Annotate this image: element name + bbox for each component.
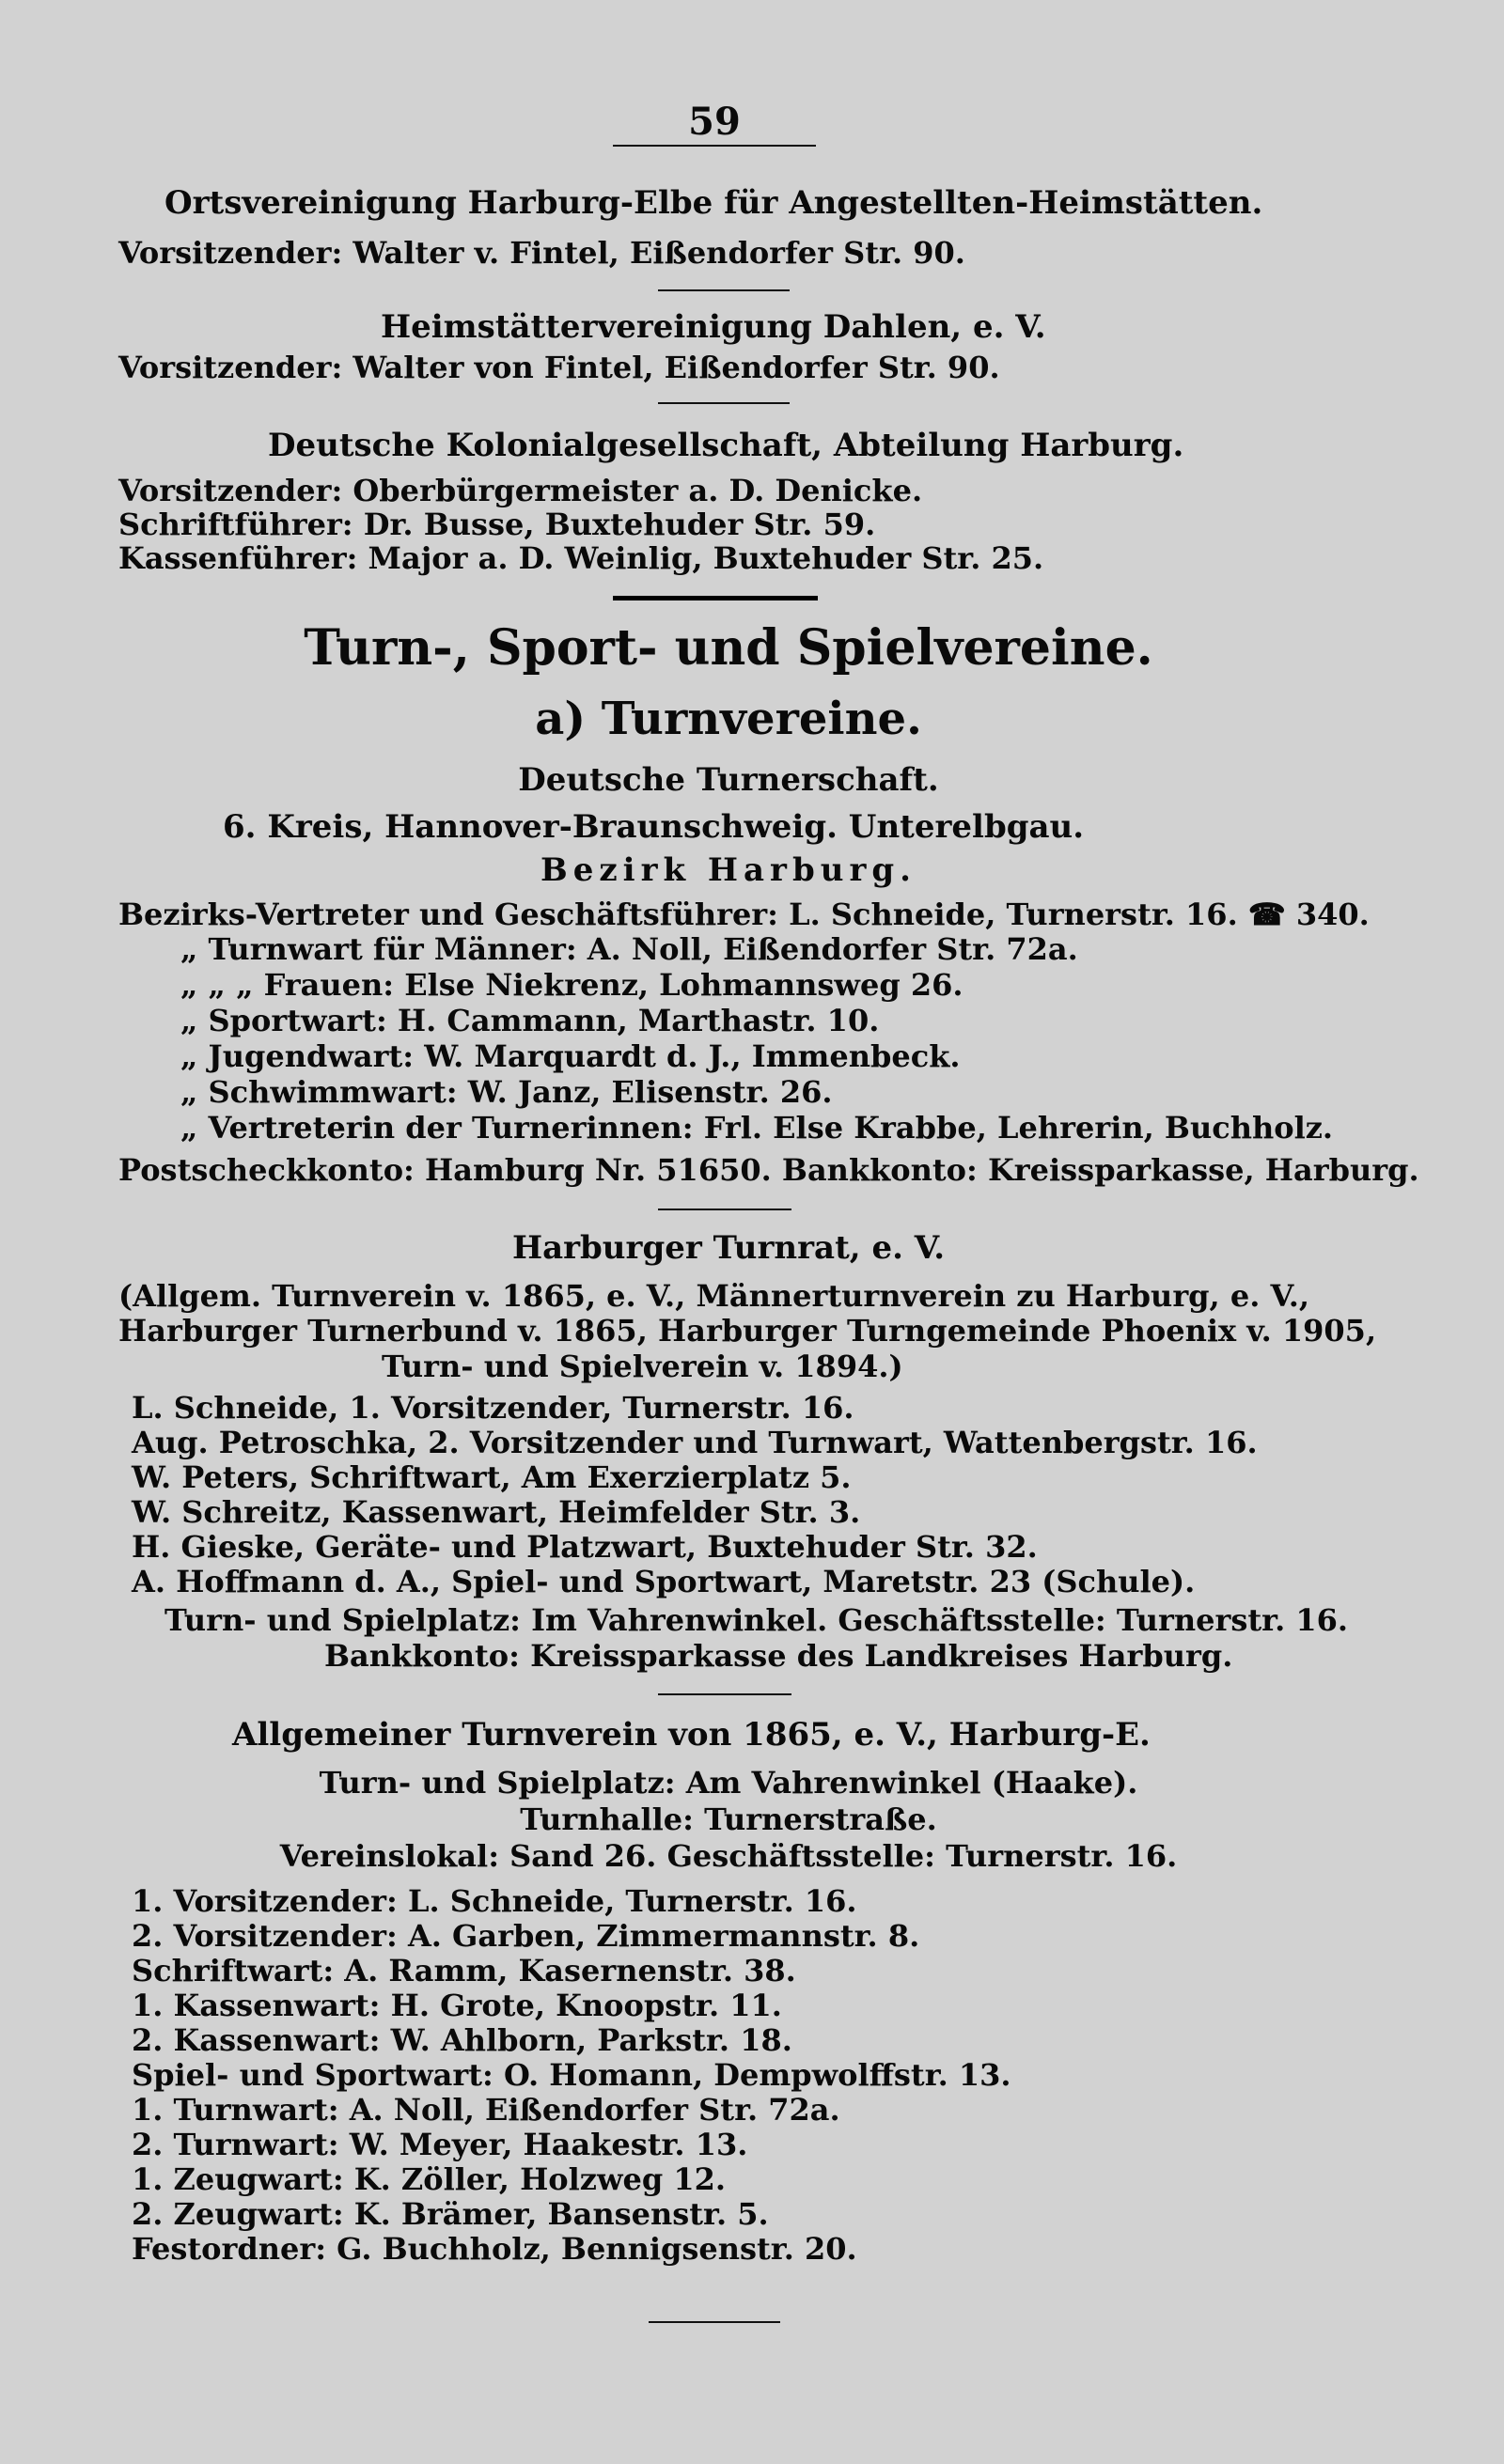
entry-line: Vorsitzender: Walter von Fintel, Eißendorfer Str. 90. [118, 350, 1000, 385]
entry-line: Bankkonto: Kreissparkasse des Landkreises Harburg. [324, 1638, 1233, 1674]
section-heading: Harburger Turnrat, e. V. [511, 1229, 946, 1267]
entry-line: L. Schneide, 1. Vorsitzender, Turnerstr. 16. [132, 1390, 854, 1426]
entry-line: Vorsitzender: Walter v. Fintel, Eißendorfer Str. 90. [118, 235, 965, 271]
entry-line: Bezirks-Vertreter und Geschäftsführer: L. Schneide, Turnerstr. 16. ☎ 340. [118, 897, 1370, 932]
entry-line: Postscheckkonto: Hamburg Nr. 51650. Bankkonto: Kreissparkasse, Harburg. [118, 1152, 1419, 1188]
entry-line: Turn- und Spielplatz: Im Vahrenwinkel. Geschäftsstelle: Turnerstr. 16. [164, 1602, 1349, 1638]
district-heading: 6. Kreis, Hannover-Braunschweig. Unterelbgau. [223, 808, 1085, 846]
entry-line: Aug. Petroschka, 2. Vorsitzender und Turnwart, Wattenbergstr. 16. [132, 1425, 1258, 1460]
entry-line: Harburger Turnerbund v. 1865, Harburger Turngemeinde Phoenix v. 1905, [118, 1313, 1377, 1349]
entry-line: Vorsitzender: Oberbürgermeister a. D. Denicke. [118, 473, 923, 508]
entry-line: H. Gieske, Geräte- und Platzwart, Buxtehuder Str. 32. [132, 1529, 1038, 1565]
entry-line: Turnhalle: Turnerstraße. [520, 1801, 937, 1837]
entry-line: W. Peters, Schriftwart, Am Exerzierplatz 5. [132, 1459, 852, 1495]
entry-line: 1. Turnwart: A. Noll, Eißendorfer Str. 72a. [132, 2092, 840, 2128]
entry-line: Turn- und Spielverein v. 1894.) [382, 1349, 903, 1384]
entry-line: „ Vertreterin der Turnerinnen: Frl. Else Krabbe, Lehrerin, Buchholz. [180, 1110, 1334, 1146]
entry-line: Vereinslokal: Sand 26. Geschäftsstelle: Turnerstr. 16. [279, 1838, 1178, 1874]
entry-line: 1. Kassenwart: H. Grote, Knoopstr. 11. [132, 1988, 782, 2023]
entry-line: „ Turnwart für Männer: A. Noll, Eißendorfer Str. 72a. [180, 931, 1078, 967]
entry-line: Turn- und Spielplatz: Am Vahrenwinkel (Haake). [319, 1765, 1138, 1801]
divider [658, 1693, 791, 1695]
divider [658, 402, 790, 404]
entry-line: (Allgem. Turnverein v. 1865, e. V., Männerturnverein zu Harburg, e. V., [118, 1278, 1309, 1314]
entry-line: 2. Kassenwart: W. Ahlborn, Parkstr. 18. [132, 2022, 792, 2058]
region-heading: Bezirk Harburg. [540, 851, 916, 889]
entry-line: 1. Vorsitzender: L. Schneide, Turnerstr. 16. [132, 1883, 857, 1919]
page-number: 59 [688, 100, 741, 144]
entry-line: W. Schreitz, Kassenwart, Heimfelder Str. 3. [132, 1494, 861, 1530]
entry-line: Schriftführer: Dr. Busse, Buxtehuder Str. 59. [118, 507, 876, 542]
divider [658, 289, 790, 291]
section-heading: Allgemeiner Turnverein von 1865, e. V., Harburg-E. [232, 1716, 1151, 1754]
divider [649, 2321, 780, 2323]
entry-line: A. Hoffmann d. A., Spiel- und Sportwart, Maretstr. 23 (Schule). [132, 1564, 1196, 1599]
organization-heading: Deutsche Turnerschaft. [518, 761, 939, 799]
section-divider [613, 596, 818, 600]
entry-line: „ Sportwart: H. Cammann, Marthastr. 10. [180, 1003, 880, 1038]
section-heading: Ortsvereinigung Harburg-Elbe für Angestellten-Heimstätten. [164, 184, 1263, 222]
entry-line: Festordner: G. Buchholz, Bennigsenstr. 20. [132, 2231, 857, 2267]
entry-line: 2. Turnwart: W. Meyer, Haakestr. 13. [132, 2127, 748, 2162]
entry-line: Schriftwart: A. Ramm, Kasernenstr. 38. [132, 1953, 796, 1988]
divider [658, 1209, 791, 1210]
entry-line: „ Schwimmwart: W. Janz, Elisenstr. 26. [180, 1074, 833, 1110]
entry-line: 2. Vorsitzender: A. Garben, Zimmermannstr. 8. [132, 1918, 920, 1954]
entry-line: Kassenführer: Major a. D. Weinlig, Buxtehuder Str. 25. [118, 540, 1044, 576]
divider [613, 145, 816, 147]
entry-line: 2. Zeugwart: K. Brämer, Bansenstr. 5. [132, 2196, 769, 2232]
main-heading: Turn-, Sport- und Spielvereine. [304, 619, 1153, 677]
sub-heading: a) Turnvereine. [535, 693, 922, 745]
section-heading: Deutsche Kolonialgesellschaft, Abteilung Harburg. [268, 427, 1184, 464]
entry-line: Spiel- und Sportwart: O. Homann, Dempwolffstr. 13. [132, 2057, 1011, 2093]
entry-line: 1. Zeugwart: K. Zöller, Holzweg 12. [132, 2161, 727, 2197]
entry-line: „ „ „ Frauen: Else Niekrenz, Lohmannsweg 26. [180, 967, 964, 1003]
entry-line: „ Jugendwart: W. Marquardt d. J., Immenbeck. [180, 1038, 961, 1074]
section-heading: Heimstättervereinigung Dahlen, e. V. [381, 308, 1046, 346]
